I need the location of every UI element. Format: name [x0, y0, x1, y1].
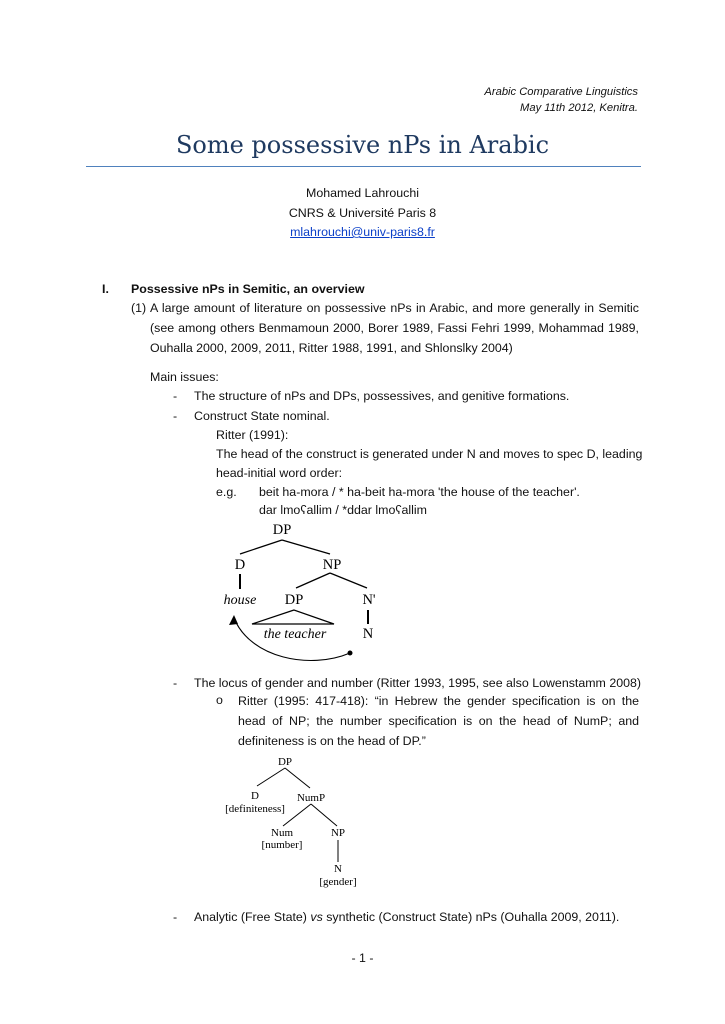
- bullet-dash: -: [173, 409, 178, 423]
- tree2-branch: [257, 768, 285, 786]
- tree2-d: D: [251, 790, 259, 802]
- example-arabic: dar lmoʕallim / *ddar lmoʕallim: [259, 503, 428, 517]
- sub-bullet-marker: o: [216, 693, 223, 707]
- bullet-dash: -: [173, 676, 178, 690]
- construct-state-tree: [210, 518, 410, 678]
- bullet4-part-b: synthetic (Construct State) nPs (Ouhalla 2009, 2011).: [322, 910, 620, 924]
- item-text: A large amount of literature on possessive nPs in Arabic, and more generally in Semitic (see among others Benmamoun 2000, Borer 1989, Fassi Fehri 1999, Mohammad 1989, Ouhalla 2000, 2009, 2011, Ritter 1988, 1991, and Shlonslky 2004): [150, 301, 639, 355]
- tree1-movement-origin: [348, 651, 353, 656]
- tree1-house: house: [223, 593, 257, 608]
- bullet4-vs: vs: [310, 910, 323, 924]
- ritter-line-1: The head of the construct is generated under N and moves to spec D, leading: [216, 447, 643, 461]
- bullet-dash: -: [173, 910, 178, 924]
- tree2-gender: [gender]: [319, 876, 357, 888]
- main-issues-label: Main issues:: [150, 370, 219, 384]
- bullet-structure: The structure of nPs and DPs, possessives, and genitive formations.: [194, 389, 570, 403]
- tree1-np: NP: [322, 557, 342, 573]
- tree1-n: N: [362, 626, 374, 642]
- section-number: I.: [102, 282, 109, 296]
- tree2-definiteness: [definiteness]: [225, 803, 285, 815]
- bullet-gender-number: The locus of gender and number (Ritter 1993, 1995, see also Lowenstamm 2008): [194, 676, 642, 690]
- tree2-number: [number]: [261, 839, 303, 851]
- author-name: Mohamed Lahrouchi: [306, 186, 419, 200]
- author-affiliation: CNRS & Université Paris 8: [288, 206, 437, 220]
- tree2-branch: [285, 768, 310, 788]
- tree2-nump: NumP: [296, 792, 326, 804]
- tree1-dp2: DP: [284, 592, 304, 608]
- tree2-n: N: [334, 863, 342, 875]
- bullet-dash: -: [173, 389, 178, 403]
- tree2-np: NP: [330, 827, 346, 839]
- ritter-citation: Ritter (1991):: [216, 428, 289, 442]
- title-rule: [86, 166, 641, 167]
- tree1-branch: [282, 540, 330, 554]
- example-label: e.g.: [216, 485, 237, 499]
- example-hebrew: beit ha-mora / * ha-beit ha-mora 'the house of the teacher'.: [259, 485, 580, 499]
- bullet-construct-state: Construct State nominal.: [194, 409, 330, 423]
- ritter-line-2: head-initial word order:: [216, 466, 343, 480]
- section-heading: Possessive nPs in Semitic, an overview: [131, 282, 365, 296]
- date-place: May 11th 2012, Kenitra.: [520, 102, 638, 114]
- tree1-triangle: [252, 610, 334, 624]
- tree1-nbar: N': [362, 592, 376, 608]
- tree2-branch: [311, 804, 337, 826]
- ritter-tree: [215, 752, 365, 892]
- author-email-link[interactable]: mlahrouchi@univ-paris8.fr: [290, 225, 435, 239]
- tree2-branch: [283, 804, 311, 826]
- page-number: - 1 -: [351, 951, 374, 965]
- tree1-branch: [240, 540, 282, 554]
- item-number: (1): [131, 301, 147, 315]
- ritter-quote: Ritter (1995: 417-418): “in Hebrew the gender specification is on the head of NP; the number specification is on the head of NumP; and definiteness is on the head of DP.”: [238, 694, 639, 748]
- tree1-d: D: [234, 557, 246, 573]
- tree2-dp: DP: [277, 756, 293, 768]
- tree1-branch: [296, 573, 330, 588]
- author-email-wrap: [0, 225, 725, 239]
- tree1-teacher: the teacher: [263, 627, 327, 642]
- bullet4-part-a: Analytic (Free State): [194, 910, 311, 924]
- conference-name: Arabic Comparative Linguistics: [484, 86, 638, 98]
- tree1-arrowhead: [229, 615, 238, 625]
- page-title: Some possessive nPs in Arabic: [175, 131, 550, 159]
- tree2-num: Num: [271, 827, 293, 839]
- tree1-dp: DP: [272, 522, 292, 538]
- tree1-branch: [330, 573, 367, 588]
- bullet-analytic-synthetic: [194, 910, 619, 924]
